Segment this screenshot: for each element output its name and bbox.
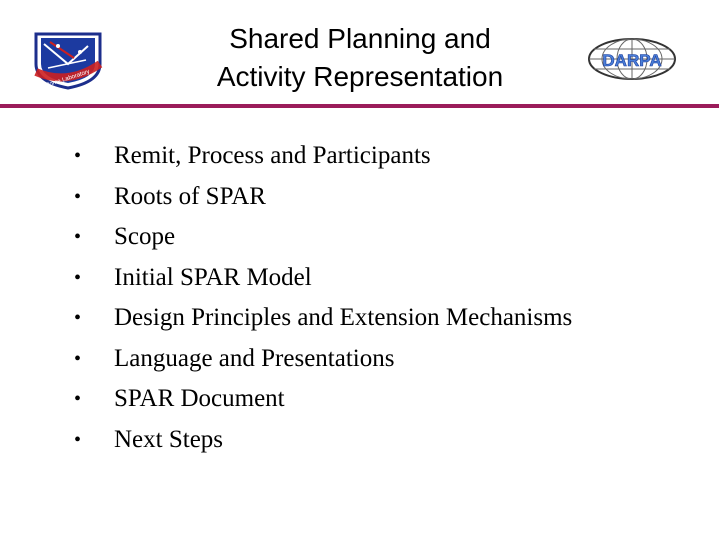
- darpa-globe-logo: [586, 36, 678, 82]
- bullet-icon: •: [74, 266, 82, 289]
- air-force-lab-shield-logo: [28, 24, 108, 90]
- bullet-text: Language and Presentations: [114, 344, 395, 372]
- bullet-icon: •: [74, 145, 82, 167]
- title-line-2: Activity Representation: [216, 61, 504, 92]
- bullet-text: Scope: [114, 223, 176, 250]
- bullet-text: Roots of SPAR: [114, 182, 266, 210]
- title-divider: [0, 104, 719, 108]
- title-line-1: Shared Planning and: [229, 23, 491, 54]
- bullet-icon: •: [74, 347, 82, 370]
- bullet-icon: •: [74, 226, 82, 248]
- bullet-text: Initial SPAR Model: [114, 263, 312, 291]
- bullet-text: SPAR Document: [114, 385, 285, 412]
- bullet-icon: •: [74, 307, 82, 329]
- right-logo-text: DARPA: [602, 51, 662, 70]
- bullet-text: Next Steps: [114, 425, 224, 453]
- left-logo-text: Rome Laboratory: [44, 69, 91, 90]
- bullet-icon: •: [74, 388, 82, 410]
- bullet-text: Remit, Process and Participants: [114, 142, 431, 169]
- bullet-icon: •: [74, 428, 82, 451]
- bullet-icon: •: [74, 185, 82, 208]
- bullet-text: Design Principles and Extension Mechanisms: [114, 304, 573, 331]
- slide-title: [150, 20, 570, 96]
